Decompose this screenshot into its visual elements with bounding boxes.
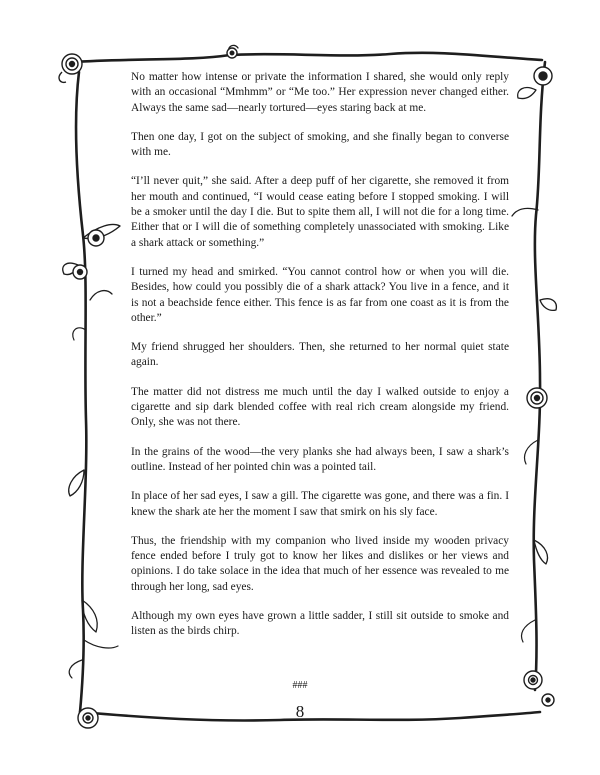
flower-left-lower xyxy=(73,265,87,279)
paragraph: In the grains of the wood—the very planks she had always been, I saw a shark’s outline. Instead of her pointed chin was a pointed tail. xyxy=(131,445,509,473)
right-vine xyxy=(534,62,545,690)
paragraph: No matter how intense or private the information I shared, she would only reply with an occasional “Mmhmm” or “Me too.” Her expression never changed either. Always the same sad—nearly tortured—eyes staring back at me. xyxy=(131,71,509,114)
paragraph: My friend shrugged her shoulders. Then, she returned to her normal quiet state again. xyxy=(131,341,509,369)
paragraph: Then one day, I got on the subject of smoking, and she finally began to converse with me. xyxy=(131,130,509,159)
flower-left-upper xyxy=(88,230,104,246)
flower-top-center xyxy=(227,48,237,58)
end-mark: ### xyxy=(292,680,308,691)
page-number: 8 xyxy=(295,702,305,721)
paragraph: “I’ll never quit,” she said. After a deep puff of her cigarette, she removed it from her mouth and continued, “I would cease eating before I stopped smoking. I will be a smoker until the day I die. But to spite them all, I will not die for a long time. Either that or I will die of something completely unassociated with smoking. Like a shark attack or something.” xyxy=(131,175,509,249)
flower-right-mid xyxy=(527,388,547,408)
story-text xyxy=(131,70,509,654)
paragraph: Although my own eyes have grown a little sadder, I still sit outside to smoke and listen as the birds chirp. xyxy=(131,610,509,638)
paragraph: The matter did not distress me much until the day I walked outside to enjoy a cigarette and sip dark blended coffee with real rich cream alongside my friend. Only, she was not there. xyxy=(131,385,509,429)
paragraph: In place of her sad eyes, I saw a gill. The cigarette was gone, and there was a fin. I knew the shark ate her the moment I saw that smirk on his sly face. xyxy=(131,490,509,518)
paragraph: I turned my head and smirked. “You cannot control how or when you will die. Besides, how could you possibly die of a shark attack? You live in a fence, and it is not a beachside fence either. This fence is as far from one coast as it is from the other.” xyxy=(131,265,509,324)
top-vine xyxy=(72,53,542,62)
flower-top-right xyxy=(534,67,552,85)
paragraph: Thus, the friendship with my companion who lived inside my wooden privacy fence ended before I truly got to know her likes and dislikes or her views and opinions. I do take solace in the idea that much of her essence was revealed to me through her long, sad eyes. xyxy=(131,534,509,593)
